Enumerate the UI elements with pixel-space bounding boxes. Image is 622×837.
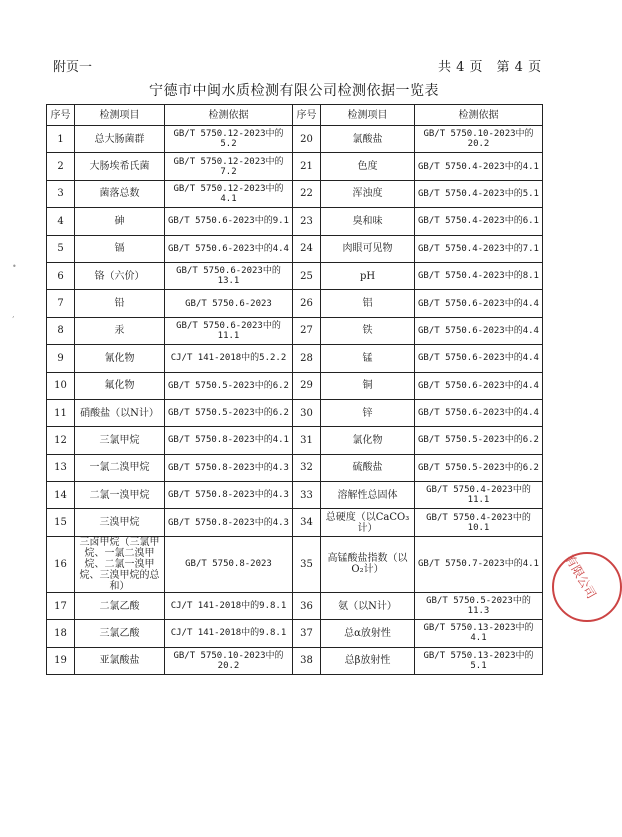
row-basis-right: GB/T 5750.4-2023中的8.1 <box>415 262 543 289</box>
row-item-right: 溶解性总固体 <box>321 482 415 509</box>
row-item: 二氯一溴甲烷 <box>75 482 165 509</box>
row-basis-right: GB/T 5750.4-2023中的11.1 <box>415 482 543 509</box>
header-seq: 序号 <box>47 105 75 126</box>
table-row <box>47 372 543 399</box>
row-item: 氟化物 <box>75 372 165 399</box>
row-item-right: 氨（以N计） <box>321 592 415 619</box>
row-seq: 19 <box>47 647 75 674</box>
page-counter: 共 4 页 第 4 页 <box>438 60 542 75</box>
row-basis: GB/T 5750.6-2023 <box>165 290 293 317</box>
table-row <box>47 262 543 289</box>
table-row <box>47 536 543 592</box>
row-item-right: 铝 <box>321 290 415 317</box>
row-seq-right: 34 <box>293 509 321 536</box>
row-item-right: 总β放射性 <box>321 647 415 674</box>
row-seq-right: 33 <box>293 482 321 509</box>
row-basis: GB/T 5750.12-2023中的4.1 <box>165 180 293 207</box>
row-seq-right: 37 <box>293 620 321 647</box>
table-row <box>47 290 543 317</box>
row-item: 三卤甲烷（三氯甲烷、一氯二溴甲烷、二氯一溴甲烷、三溴甲烷的总和） <box>75 536 165 592</box>
row-basis-right: GB/T 5750.4-2023中的7.1 <box>415 235 543 262</box>
row-seq-right: 24 <box>293 235 321 262</box>
row-seq-right: 23 <box>293 208 321 235</box>
row-seq-right: 36 <box>293 592 321 619</box>
row-seq-right: 30 <box>293 399 321 426</box>
table-row <box>47 427 543 454</box>
row-item-right: 氯酸盐 <box>321 126 415 153</box>
row-basis: GB/T 5750.8-2023中的4.1 <box>165 427 293 454</box>
row-seq-right: 38 <box>293 647 321 674</box>
row-item: 硝酸盐（以N计） <box>75 399 165 426</box>
table-row <box>47 454 543 481</box>
standards-table <box>46 104 543 675</box>
row-basis-right: GB/T 5750.13-2023中的4.1 <box>415 620 543 647</box>
row-seq: 8 <box>47 317 75 344</box>
row-basis-right: GB/T 5750.6-2023中的4.4 <box>415 345 543 372</box>
header-item-right: 检测项目 <box>321 105 415 126</box>
row-seq: 14 <box>47 482 75 509</box>
row-seq-right: 35 <box>293 536 321 592</box>
row-seq-right: 29 <box>293 372 321 399</box>
row-basis: GB/T 5750.6-2023中的4.4 <box>165 235 293 262</box>
table-row <box>47 482 543 509</box>
row-basis: GB/T 5750.8-2023 <box>165 536 293 592</box>
scan-mark: ‚ <box>12 310 15 319</box>
row-basis-right: GB/T 5750.6-2023中的4.4 <box>415 290 543 317</box>
row-basis: GB/T 5750.5-2023中的6.2 <box>165 399 293 426</box>
page-title: 宁德市中闽水质检测有限公司检测依据一览表 <box>149 83 439 99</box>
row-seq: 18 <box>47 620 75 647</box>
row-item-right: 铁 <box>321 317 415 344</box>
row-basis: GB/T 5750.6-2023中的11.1 <box>165 317 293 344</box>
row-seq: 9 <box>47 345 75 372</box>
row-item: 汞 <box>75 317 165 344</box>
header-item: 检测项目 <box>75 105 165 126</box>
row-basis-right: GB/T 5750.6-2023中的4.4 <box>415 372 543 399</box>
table-row <box>47 509 543 536</box>
row-item-right: 铜 <box>321 372 415 399</box>
header-seq-right: 序号 <box>293 105 321 126</box>
row-basis-right: GB/T 5750.4-2023中的4.1 <box>415 153 543 180</box>
row-seq: 16 <box>47 536 75 592</box>
row-item-right: 色度 <box>321 153 415 180</box>
table-row <box>47 126 543 153</box>
row-basis: GB/T 5750.6-2023中的9.1 <box>165 208 293 235</box>
row-item: 总大肠菌群 <box>75 126 165 153</box>
row-item-right: 肉眼可见物 <box>321 235 415 262</box>
row-basis: GB/T 5750.6-2023中的13.1 <box>165 262 293 289</box>
row-basis-right: GB/T 5750.10-2023中的20.2 <box>415 126 543 153</box>
row-item: 三溴甲烷 <box>75 509 165 536</box>
row-seq: 13 <box>47 454 75 481</box>
seal-text: 有限公司 <box>562 552 599 602</box>
table-row <box>47 208 543 235</box>
row-basis-right: GB/T 5750.6-2023中的4.4 <box>415 317 543 344</box>
table-row <box>47 235 543 262</box>
row-seq: 1 <box>47 126 75 153</box>
row-seq: 15 <box>47 509 75 536</box>
row-item: 氰化物 <box>75 345 165 372</box>
table-row <box>47 317 543 344</box>
table-row <box>47 620 543 647</box>
scan-mark: • <box>12 262 17 271</box>
row-basis-right: GB/T 5750.5-2023中的11.3 <box>415 592 543 619</box>
row-seq: 2 <box>47 153 75 180</box>
row-item-right: 浑浊度 <box>321 180 415 207</box>
row-seq-right: 22 <box>293 180 321 207</box>
row-item-right: 锌 <box>321 399 415 426</box>
row-basis: GB/T 5750.8-2023中的4.3 <box>165 482 293 509</box>
row-seq: 12 <box>47 427 75 454</box>
row-item-right: 氯化物 <box>321 427 415 454</box>
row-item: 镉 <box>75 235 165 262</box>
row-item: 三氯乙酸 <box>75 620 165 647</box>
row-item-right: 锰 <box>321 345 415 372</box>
row-item-right: pH <box>321 262 415 289</box>
row-item: 二氯乙酸 <box>75 592 165 619</box>
table-row <box>47 647 543 674</box>
row-basis: GB/T 5750.8-2023中的4.3 <box>165 454 293 481</box>
table-header-row <box>47 105 543 126</box>
row-seq-right: 21 <box>293 153 321 180</box>
row-basis-right: GB/T 5750.4-2023中的6.1 <box>415 208 543 235</box>
row-item-right: 高锰酸盐指数（以O₂计） <box>321 536 415 592</box>
row-item: 一氯二溴甲烷 <box>75 454 165 481</box>
row-basis: GB/T 5750.12-2023中的7.2 <box>165 153 293 180</box>
row-seq: 10 <box>47 372 75 399</box>
row-basis: GB/T 5750.10-2023中的20.2 <box>165 647 293 674</box>
row-item: 菌落总数 <box>75 180 165 207</box>
row-seq: 3 <box>47 180 75 207</box>
row-basis-right: GB/T 5750.6-2023中的4.4 <box>415 399 543 426</box>
row-item-right: 总硬度（以CaCO₃计） <box>321 509 415 536</box>
row-seq: 11 <box>47 399 75 426</box>
row-seq-right: 26 <box>293 290 321 317</box>
table-row <box>47 180 543 207</box>
row-item-right: 总α放射性 <box>321 620 415 647</box>
row-item-right: 硫酸盐 <box>321 454 415 481</box>
row-seq: 6 <box>47 262 75 289</box>
row-seq-right: 27 <box>293 317 321 344</box>
row-basis-right: GB/T 5750.5-2023中的6.2 <box>415 427 543 454</box>
row-basis: GB/T 5750.12-2023中的5.2 <box>165 126 293 153</box>
company-seal <box>552 552 622 622</box>
row-seq-right: 31 <box>293 427 321 454</box>
row-seq: 17 <box>47 592 75 619</box>
row-basis-right: GB/T 5750.7-2023中的4.1 <box>415 536 543 592</box>
header-basis-right: 检测依据 <box>415 105 543 126</box>
row-seq-right: 32 <box>293 454 321 481</box>
row-seq: 4 <box>47 208 75 235</box>
row-seq-right: 28 <box>293 345 321 372</box>
row-item: 三氯甲烷 <box>75 427 165 454</box>
row-seq: 5 <box>47 235 75 262</box>
row-basis: GB/T 5750.5-2023中的6.2 <box>165 372 293 399</box>
table-row <box>47 153 543 180</box>
row-seq-right: 25 <box>293 262 321 289</box>
appendix-label: 附页一 <box>53 60 93 75</box>
table-row <box>47 345 543 372</box>
row-item: 铅 <box>75 290 165 317</box>
row-basis-right: GB/T 5750.4-2023中的5.1 <box>415 180 543 207</box>
row-basis-right: GB/T 5750.13-2023中的5.1 <box>415 647 543 674</box>
header-basis: 检测依据 <box>165 105 293 126</box>
row-basis: CJ/T 141-2018中的9.8.1 <box>165 592 293 619</box>
row-item: 砷 <box>75 208 165 235</box>
row-item-right: 臭和味 <box>321 208 415 235</box>
row-basis-right: GB/T 5750.4-2023中的10.1 <box>415 509 543 536</box>
row-basis-right: GB/T 5750.5-2023中的6.2 <box>415 454 543 481</box>
table-row <box>47 592 543 619</box>
row-seq: 7 <box>47 290 75 317</box>
row-basis: CJ/T 141-2018中的9.8.1 <box>165 620 293 647</box>
row-basis: CJ/T 141-2018中的5.2.2 <box>165 345 293 372</box>
row-item: 大肠埃希氏菌 <box>75 153 165 180</box>
row-item: 亚氯酸盐 <box>75 647 165 674</box>
row-item: 铬（六价） <box>75 262 165 289</box>
row-basis: GB/T 5750.8-2023中的4.3 <box>165 509 293 536</box>
row-seq-right: 20 <box>293 126 321 153</box>
table-row <box>47 399 543 426</box>
